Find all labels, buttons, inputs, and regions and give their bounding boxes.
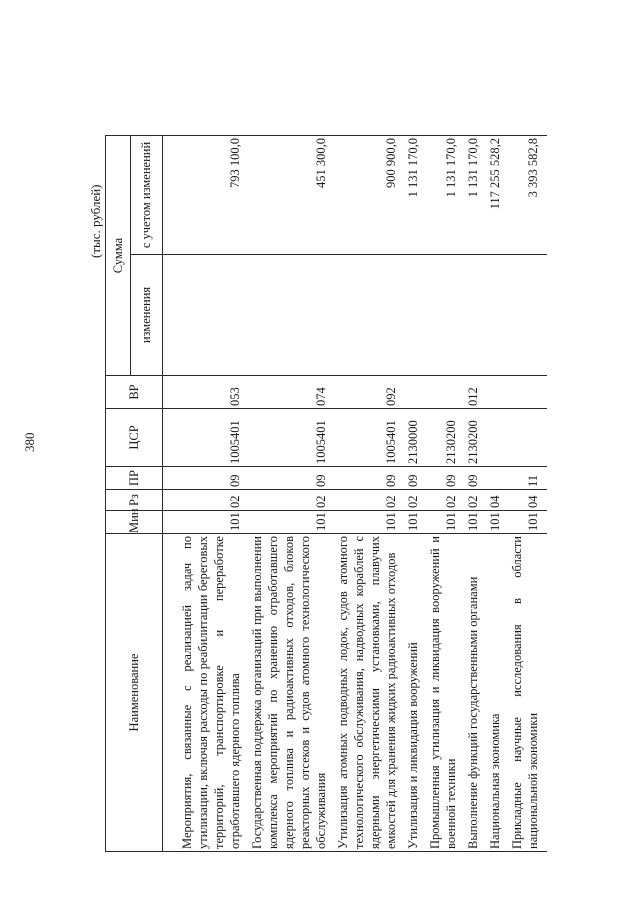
header-vr: ВР xyxy=(106,376,163,409)
row-total: 900 900,0 xyxy=(335,136,405,255)
row-vr xyxy=(427,376,465,409)
row-name: Национальная экономика xyxy=(487,534,509,852)
row-total: 451 300,0 xyxy=(249,136,335,255)
row-rz: 02 xyxy=(427,490,465,511)
header-changes: изменения xyxy=(131,255,163,376)
header-name: Наименование xyxy=(106,534,163,852)
row-vr: 012 xyxy=(465,376,487,409)
units-label: (тыс. рублей) xyxy=(88,184,103,258)
row-min: 101 xyxy=(427,511,465,534)
row-pr: 11 xyxy=(509,467,547,490)
row-rz: 02 xyxy=(163,490,250,511)
row-name: Утилизация и ликвидация вооружений xyxy=(405,534,427,852)
header-min: Мин xyxy=(106,511,163,534)
row-pr: 09 xyxy=(405,467,427,490)
row-vr: 092 xyxy=(335,376,405,409)
row-min: 101 xyxy=(163,511,250,534)
header-csr: ЦСР xyxy=(106,409,163,467)
header-pr: ПР xyxy=(106,467,163,490)
row-csr: 2130200 xyxy=(427,409,465,467)
row-changes xyxy=(465,255,487,376)
row-rz: 04 xyxy=(487,490,509,511)
header-with-changes: с учетом изменений xyxy=(131,136,163,255)
header-rz: Рз xyxy=(106,490,163,511)
table-row xyxy=(335,136,405,852)
row-vr: 074 xyxy=(249,376,335,409)
table-row xyxy=(163,136,250,852)
row-vr xyxy=(405,376,427,409)
row-rz: 02 xyxy=(335,490,405,511)
row-vr xyxy=(487,376,509,409)
row-csr: 1005401 xyxy=(249,409,335,467)
row-name: Выполнение функций государственными органами xyxy=(465,534,487,852)
row-pr: 09 xyxy=(465,467,487,490)
row-min: 101 xyxy=(249,511,335,534)
row-vr xyxy=(509,376,547,409)
row-csr xyxy=(509,409,547,467)
row-name: Прикладные научные исследования в области национальной экономики xyxy=(509,534,547,852)
header-sum: Сумма xyxy=(106,136,131,376)
row-min: 101 xyxy=(335,511,405,534)
row-total: 117 255 528,2 xyxy=(487,136,509,255)
row-csr xyxy=(487,409,509,467)
row-name: Мероприятия, связанные с реализацией задач по утилизации, включая расходы по реабилитации береговых территорий, транспортировке и переработке отработавшего ядерного топлива xyxy=(163,534,250,852)
row-changes xyxy=(163,255,250,376)
row-name: Промышленная утилизация и ликвидация вооружений и военной техники xyxy=(427,534,465,852)
row-pr xyxy=(487,467,509,490)
row-total: 1 131 170,0 xyxy=(465,136,487,255)
row-min: 101 xyxy=(487,511,509,534)
row-total: 3 393 582,8 xyxy=(509,136,547,255)
table-row xyxy=(465,136,487,852)
row-total: 1 131 170,0 xyxy=(405,136,427,255)
row-pr: 09 xyxy=(427,467,465,490)
rotated-page xyxy=(0,120,540,900)
row-rz: 04 xyxy=(509,490,547,511)
table-row xyxy=(427,136,465,852)
row-csr: 2130200 xyxy=(465,409,487,467)
row-total: 1 131 170,0 xyxy=(427,136,465,255)
row-rz: 02 xyxy=(465,490,487,511)
table-row xyxy=(405,136,427,852)
row-name: Государственная поддержка организаций при выполнении комплекса мероприятий по хранению отработавшего ядерного топлива и радиоактивных отходов, блоков реакторных отсеков и судов атомного технологического обслуживания xyxy=(249,534,335,852)
row-min: 101 xyxy=(405,511,427,534)
row-min: 101 xyxy=(509,511,547,534)
table-row xyxy=(249,136,335,852)
row-pr: 09 xyxy=(249,467,335,490)
row-total: 793 100,0 xyxy=(163,136,250,255)
row-changes xyxy=(509,255,547,376)
row-changes xyxy=(335,255,405,376)
table-row xyxy=(487,136,509,852)
row-csr: 1005401 xyxy=(163,409,250,467)
row-csr: 2130000 xyxy=(405,409,427,467)
row-min: 101 xyxy=(465,511,487,534)
row-rz: 02 xyxy=(405,490,427,511)
page-number: 380 xyxy=(22,432,37,452)
table-row xyxy=(509,136,547,852)
row-pr: 09 xyxy=(163,467,250,490)
row-rz: 02 xyxy=(249,490,335,511)
row-pr: 09 xyxy=(335,467,405,490)
row-changes xyxy=(249,255,335,376)
row-changes xyxy=(487,255,509,376)
row-vr: 053 xyxy=(163,376,250,409)
row-changes xyxy=(405,255,427,376)
row-name: Утилизация атомных подводных лодок, судов атомного технологического обслуживания, надводных кораблей с ядерными энергетическими установками, плавучих емкостей для хранения жидких радиоактивных отходов xyxy=(335,534,405,852)
row-changes xyxy=(427,255,465,376)
budget-table xyxy=(105,135,547,852)
row-csr: 1005401 xyxy=(335,409,405,467)
